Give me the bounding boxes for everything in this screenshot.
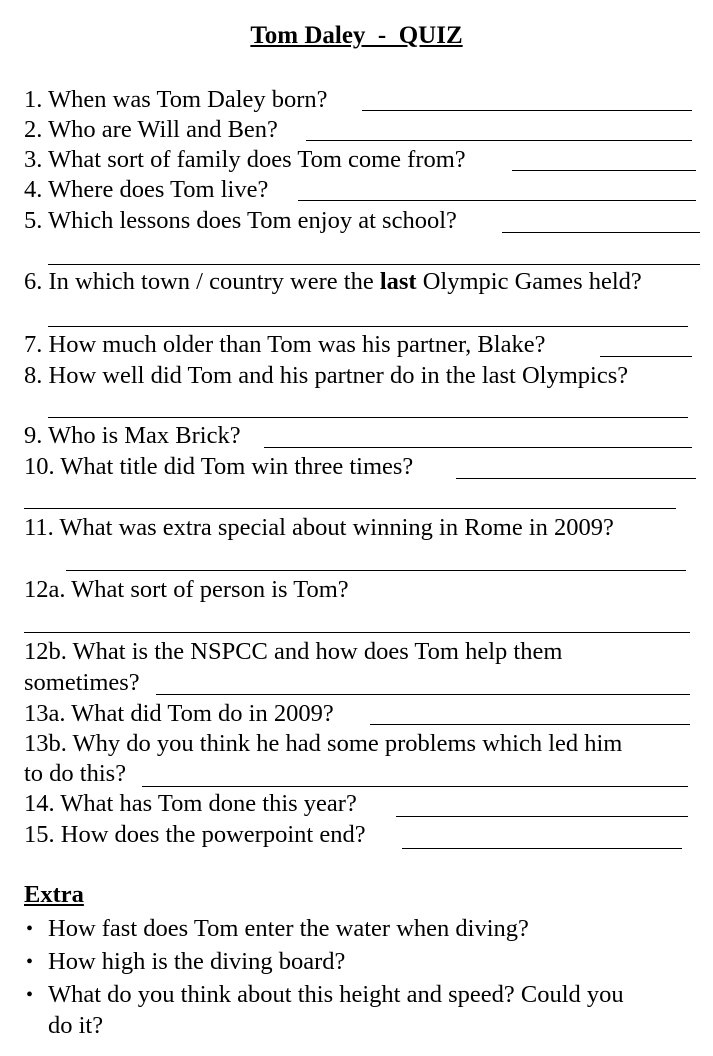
- answer-line-5: [502, 232, 700, 233]
- question-15: [24, 821, 366, 849]
- answer-line-1: [362, 110, 692, 111]
- answer-line-10b: [24, 508, 676, 509]
- question-13a: [24, 700, 334, 728]
- answer-line-5b: [48, 264, 700, 265]
- answer-line-3: [512, 170, 696, 171]
- question-12a: [24, 576, 349, 604]
- extra-item-1: How fast does Tom enter the water when diving?: [48, 915, 529, 942]
- answer-line-6: [48, 326, 688, 327]
- question-13a-text: 13a. What did Tom do in 2009?: [24, 700, 334, 727]
- bullet-icon-1: •: [26, 918, 34, 940]
- question-1: [24, 86, 328, 114]
- question-3: [24, 146, 466, 174]
- answer-line-14: [396, 816, 688, 817]
- question-6: [24, 268, 642, 296]
- question-11-text: 11. What was extra special about winning in Rome in 2009?: [24, 514, 614, 541]
- question-10-text: 10. What title did Tom win three times?: [24, 453, 414, 480]
- answer-line-7: [600, 356, 692, 357]
- answer-line-4: [298, 200, 696, 201]
- question-2: [24, 116, 278, 144]
- question-12b-text-1: 12b. What is the NSPCC and how does Tom help them: [24, 638, 563, 665]
- question-5: [24, 207, 457, 235]
- answer-line-2: [306, 140, 692, 141]
- question-15-text: 15. How does the powerpoint end?: [24, 821, 366, 848]
- extra-item-2: How high is the diving board?: [48, 948, 346, 975]
- question-13b-text-1: 13b. Why do you think he had some problems which led him: [24, 730, 623, 757]
- question-9: [24, 422, 241, 450]
- question-12b-line1: [24, 638, 562, 666]
- answer-line-10: [456, 478, 696, 479]
- question-8: [24, 362, 628, 390]
- question-7-text: 7. How much older than Tom was his partner, Blake?: [24, 331, 546, 358]
- question-6-bold: last: [379, 268, 417, 295]
- question-11: [24, 514, 614, 542]
- question-13b-line1: [24, 730, 622, 758]
- question-9-text: 9. Who is Max Brick?: [24, 422, 241, 449]
- answer-line-13a: [370, 724, 690, 725]
- question-10: [24, 453, 413, 481]
- answer-line-9: [264, 447, 692, 448]
- extra-heading: Extra: [24, 881, 84, 908]
- answer-line-12a: [24, 632, 690, 633]
- answer-line-12b: [156, 694, 690, 695]
- question-4: [24, 176, 268, 204]
- question-12a-text: 12a. What sort of person is Tom?: [24, 576, 349, 603]
- question-14-text: 14. What has Tom done this year?: [24, 790, 357, 817]
- quiz-title: Tom Daley - QUIZ: [250, 22, 463, 49]
- question-12b-line2: [24, 669, 140, 697]
- question-13b-line2: [24, 760, 126, 788]
- bullet-icon-2: •: [26, 951, 34, 973]
- bullet-icon-3: •: [26, 984, 34, 1006]
- question-8-text: 8. How well did Tom and his partner do in the last Olympics?: [24, 362, 629, 389]
- question-12b-text-2: sometimes?: [24, 669, 140, 696]
- question-2-text: 2. Who are Will and Ben?: [24, 116, 278, 143]
- question-1-text: 1. When was Tom Daley born?: [24, 86, 328, 113]
- question-6-start: 6. In which town / country were the: [24, 268, 374, 295]
- question-3-text: 3. What sort of family does Tom come from?: [24, 146, 466, 173]
- extra-item-3-line2: do it?: [48, 1012, 104, 1039]
- answer-line-11: [66, 570, 686, 571]
- question-4-text: 4. Where does Tom live?: [24, 176, 269, 203]
- answer-line-15: [402, 848, 682, 849]
- extra-item-3-line1: What do you think about this height and speed? Could you: [48, 981, 624, 1008]
- question-6-end: Olympic Games held?: [422, 268, 642, 295]
- answer-line-13b: [142, 786, 688, 787]
- answer-line-8: [48, 417, 688, 418]
- question-5-text: 5. Which lessons does Tom enjoy at school?: [24, 207, 457, 234]
- question-7: [24, 331, 545, 359]
- question-13b-text-2: to do this?: [24, 760, 127, 787]
- question-14: [24, 790, 357, 818]
